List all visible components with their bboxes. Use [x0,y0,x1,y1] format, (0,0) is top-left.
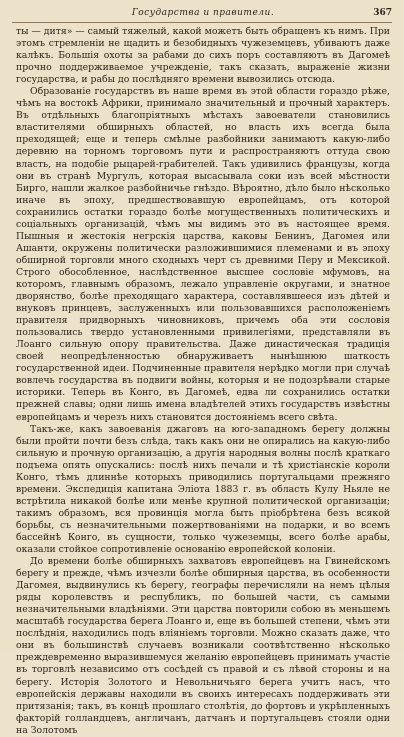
paragraph-4: До времени болѣе обширныхъ захватовъ европейцевъ на Гвинейскомъ берегу и прежде, чѣмъ изчезли болѣе обширныя царства, въ особенности Дагомея, выдвинулись къ берегу, географы перечисляли на немъ цѣлыя ряды королевствъ и республикъ, по большей части, съ самыми незначительными владѣніями. Эти царства повторили собою въ меньшемъ масштабѣ государства берега Лоанго и, еще въ большей степени, чѣмъ эти послѣднія, находились подъ вліяніемъ торговли. Можно сказать даже, что они въ большинствѣ случаевъ возникали соотвѣтственно нѣсколько преждевременно выразившемуся желанію европейцевъ принимать участіе въ торговлѣ независимо отъ сосѣдей съ правой и съ лѣвой стороны и на берегу. Исторія Золотого и Невольничьяго берега учитъ насъ, что европейскія державы находили въ своихъ интересахъ поддерживать эти притязанія; такъ, въ концѣ прошлаго столѣтія, до фортовъ и укрѣпленныхъ факторій голландцевъ, англичанъ, датчанъ и португальцевъ стояли одни на Золотомъ [16,556,390,736]
paragraph-2: Образованіе государствъ въ нашe время въ этой области гораздо рѣже, чѣмъ на востокѣ Африки, принимало значительный и прочный характеръ. Въ отдѣльныхъ благопріятныхъ мѣстахъ завоеватели становились властителями обширныхъ областей, но власть ихъ всегда была преходящей; еще и теперь смѣлые разбойники занимаютъ какую-либо деревню на торномъ торговомъ пути и распространяютъ оттуда свою власть, на подобіе рыцарей-грабителей. Такъ удивились французы, когда они въ странѣ Мургулъ, которая высасывала соки изъ всей мѣстности Бирго, нашли жалкое разбойничье гнѣздо. Вѣроятно, дѣло было нѣсколько иначе въ эпоху, предшествовавшую европейцамъ, отъ которой сохранились остатки гораздо болѣе могущественныхъ политическихъ и соціальныхъ организацій, чѣмъ мы видимъ это въ настоящее время. Пышныя и жестокія негрскія царства, каковы Бенинъ, Дагомея или Ашанти, окружены политически разложившимися племенами и въ эпоху обширной торговли много сходныхъ черт съ древними Перу и Мексикой. Строго обособленное, наслѣдственное высшее сословіе мфумовъ, на которомъ, главнымъ образомъ, лежало управленіе округами, и знатное дворянство, болѣе преходящаго характера, составлявшееся изъ дѣтей и внуковъ принцевъ, заслуженныхъ или пользовавшихся расположеніемъ правителя придворныхъ чиновниковъ, причемъ оба эти сословія пользовались твердо установленными привилегіями, представляли въ Лоанго сильную опору правительства. Даже династическая традиція своей неопредѣленностью обнаруживаетъ нынѣшнюю шаткость государственной идеи. Подчиненные правителя нерѣдко могли при случаѣ вовлечь государства въ подвиги войны, которыя и не подозрѣвали старые историки. Теперь въ Конго, въ Дагомеѣ, едва ли сохранились остатки прежней славы; одни лишь имена владѣтелей этихъ государствъ извѣстны европейцамъ и черезъ нихъ становятся достояніемъ всего свѣта. [16,86,390,423]
paragraph-1: ты — дитя» — самый тяжелый, какой можетъ быть обращенъ къ нимъ. При этомъ стремленіи не щадить и безобидныхъ чужеземцевъ, убиваютъ даже калѣкъ. Большія охоты за рабами до сихъ поръ составляютъ въ Дагомеѣ прочно поддерживаемое учрежденіе, такъ сказать, выраженіе жизни государства, и рабы до послѣдняго времени вывозились отсюда. [16,26,390,86]
paragraph-3: Такъ-же, какъ завоеванія джаговъ на юго-западномъ берегу должны были пройти почти безъ слѣда, такъ какъ они не опирались на какую-либо сильную и прочную организацію, а другія народныя волны послѣ краткаго подъема опять опускались: послѣ нихъ печали и тѣ христіанскіе короли Конго, тѣмъ длиннѣе которыхъ приводились португальцами прежняго времени. Экспедиція капитана Эліота 1883 г. въ область Кулу Ньяле не встрѣтила никакой болѣе или менѣе крупной политической организаціи; такимъ образомъ, вся провинція могла быть пріобрѣтена безъ всякой борьбы, съ незначительными пожертвованіями на подарки, и во всемъ бассейнѣ Конго, въ сущности, только чужеземцы, всего болѣе арабы, оказали стойкое сопротивленіе основанію европейской колоніи. [16,423,390,556]
page-number: 367 [373,8,392,18]
running-head-title: Государства и правители. [131,8,275,18]
body-text [16,26,390,737]
header-divider [12,22,392,23]
running-head [14,6,392,20]
